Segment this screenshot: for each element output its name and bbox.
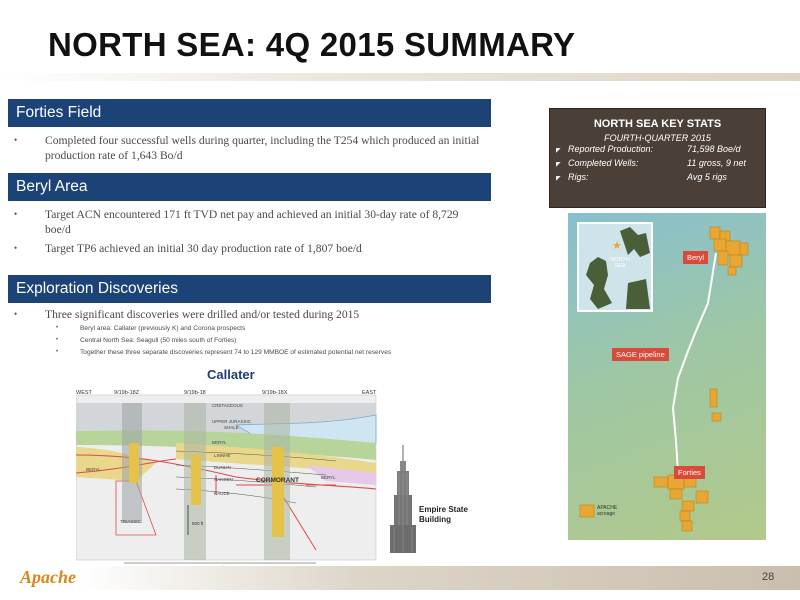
exploration-sub-bullet-3 [56, 348, 486, 357]
key-stats-label: Rigs: [568, 172, 589, 182]
forties-map-label: Forties [674, 466, 705, 479]
section-header-forties: Forties Field [8, 99, 491, 127]
unit-label: LINNHE [214, 453, 231, 458]
empire-state-label-line-2: Building [419, 515, 451, 524]
key-stats-row [556, 158, 761, 168]
exploration-sub-bullet-2 [56, 336, 486, 345]
unit-label: BERYL [212, 440, 227, 445]
triangle-icon: ◤ [556, 148, 561, 154]
north-sea-map [568, 213, 766, 540]
bullet-dot: • [14, 309, 18, 319]
sub-bullet-dot: • [56, 325, 59, 331]
beryl-bullet-1 [14, 207, 484, 237]
inset-europe-shape [626, 279, 650, 309]
unit-label: BERYL [86, 467, 101, 472]
footer-bar [0, 566, 800, 590]
well-label: 9/19b-18Z [114, 390, 140, 396]
central-acreage-blocks [710, 389, 721, 421]
empire-state-building-icon [388, 445, 418, 555]
exploration-sub-bullet-text-1: Beryl area: Callater (previously K) and Corona prospects [80, 325, 246, 332]
forties-acreage-blocks [654, 475, 708, 531]
inset-star-icon: ★ [612, 240, 622, 252]
forties-bullet [14, 133, 484, 163]
exploration-bullet-text: Three significant discoveries were drilled and/or tested during 2015 [45, 308, 360, 321]
key-stats-subtitle: FOURTH-QUARTER 2015 [604, 133, 711, 143]
unit-label: NANSEN [214, 477, 233, 482]
well-label: 9/19b-18 [184, 390, 206, 396]
beryl-bullet-text-1: Target ACN encountered 171 ft TVD net pay and achieved an initial 30-day rate of 8,729 boe/d [45, 208, 459, 236]
triangle-icon: ◤ [556, 176, 561, 182]
page-number: 28 [762, 571, 775, 583]
exploration-sub-bullet-1 [56, 324, 486, 333]
cross-section-title: Callater [207, 367, 255, 382]
key-stats-value: Avg 5 rigs [687, 172, 727, 182]
sub-bullet-dot: • [56, 337, 59, 343]
key-stats-value: 71,598 Boe/d [687, 144, 741, 154]
apache-logo: Apache [20, 567, 76, 587]
map-graphics [568, 213, 766, 540]
page-title: NORTH SEA: 4Q 2015 SUMMARY [48, 26, 576, 63]
unit-label: RAUDE [214, 491, 230, 496]
empire-state-label-line-1: Empire State [419, 505, 468, 514]
key-stats-label: Reported Production: [568, 144, 654, 154]
key-stats-value: 11 gross, 9 net [687, 158, 746, 168]
bullet-dot: • [14, 135, 18, 145]
unit-label: CORMORANT [256, 477, 299, 484]
key-stats-title: NORTH SEA KEY STATS [593, 118, 722, 130]
title-rule [0, 73, 800, 81]
bullet-dot: • [14, 209, 18, 219]
beryl-map-label: Beryl [683, 251, 708, 264]
bullet-dot: • [14, 243, 18, 253]
unit-label: UPPER JURASSIC [212, 419, 252, 424]
key-stats-label: Completed Wells: [568, 158, 639, 168]
legend-label-line-2: acreage [597, 511, 616, 517]
forties-bullet-text: Completed four successful wells during quarter, including the T254 which produced an initial production rate of 1,643 Bo/d [45, 134, 480, 162]
exploration-sub-bullet-text-3: Together these three separate discoveries represent 74 to 129 MMBOE of estimated potential net reserves [80, 349, 392, 356]
cross-section [76, 385, 385, 575]
unit-label: DUNLIN [214, 465, 231, 470]
west-label: WEST [76, 390, 92, 396]
legend-swatch [580, 505, 594, 517]
key-stats-box [549, 108, 766, 208]
triangle-icon: ◤ [556, 162, 561, 168]
empire-state-label [419, 505, 468, 525]
legend-label [597, 505, 617, 517]
sage-pipeline-label: SAGE pipeline [612, 348, 669, 361]
beryl-bullet-text-2: Target TP6 achieved an initial 30 day production rate of 1,807 boe/d [45, 242, 362, 255]
key-stats-row [556, 172, 761, 182]
section-header-beryl: Beryl Area [8, 173, 491, 201]
exploration-sub-bullet-text-2: Central North Sea: Seagull (50 miles south of Forties) [80, 337, 237, 344]
beryl-acreage-blocks [710, 227, 748, 275]
unit-label: CRETACEOUS [212, 403, 243, 408]
unit-label: TRIASSIC [120, 519, 141, 524]
key-stats-row [556, 144, 761, 154]
sage-pipeline-line [673, 253, 716, 485]
exploration-bullet [14, 307, 484, 322]
unit-label: SHALE [224, 425, 239, 430]
sub-bullet-dot: • [56, 349, 59, 355]
legend-label-line-1: APACHE [597, 505, 618, 511]
well-label: 9/19b-18X [262, 390, 288, 396]
vertical-scale-label: 500 ft [192, 521, 204, 526]
inset-map-label: NORTH SEA [610, 257, 630, 269]
beryl-bullet-2 [14, 241, 484, 256]
east-label: EAST [362, 390, 377, 396]
section-header-exploration: Exploration Discoveries [8, 275, 491, 303]
unit-label: BERYL [321, 475, 336, 480]
